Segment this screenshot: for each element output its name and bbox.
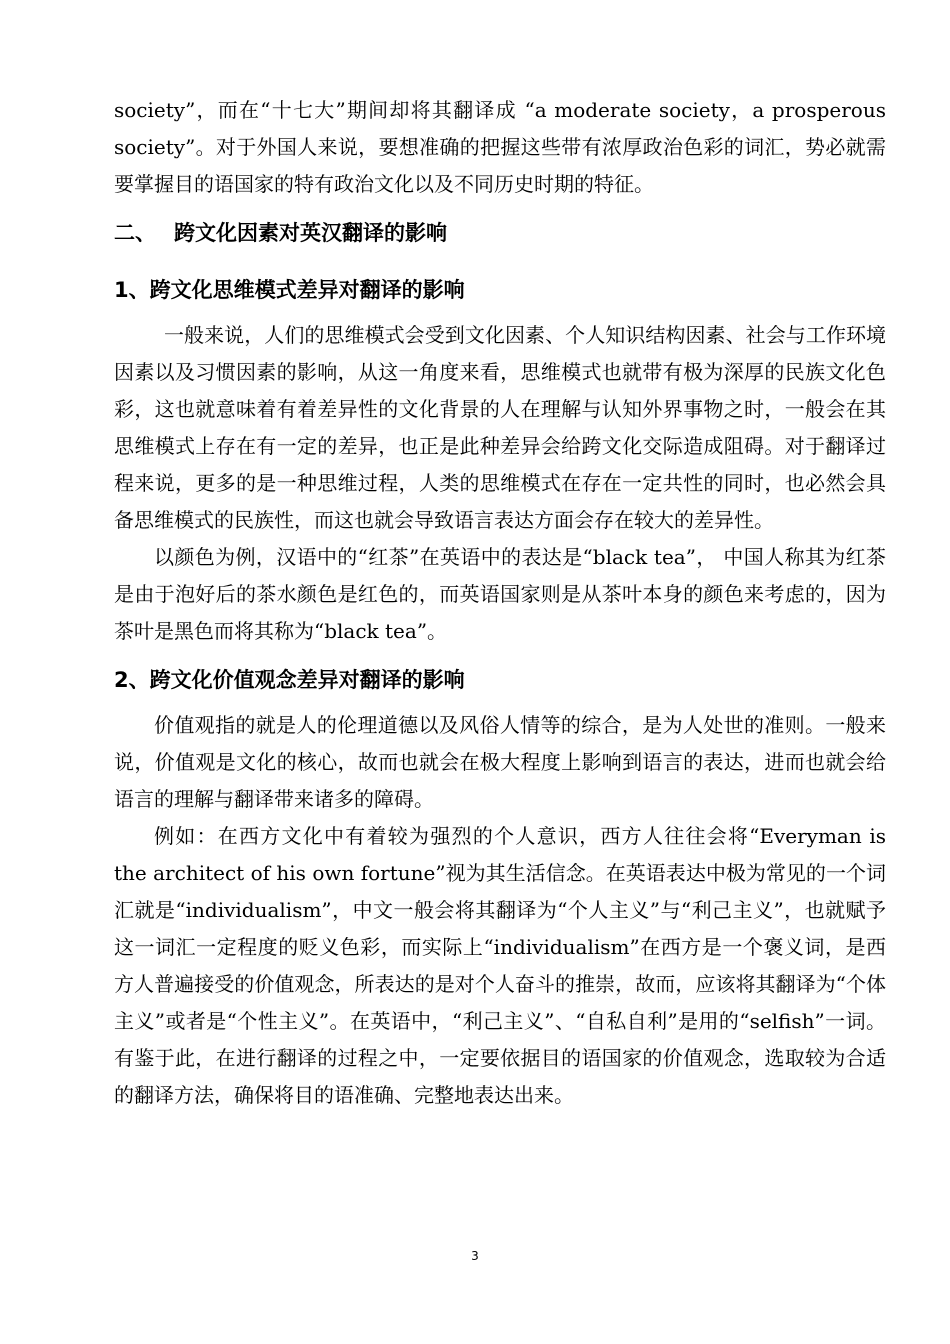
- values-paragraph-1: 价值观指的就是人的伦理道德以及风俗人情等的综合，是为人处世的准则。一般来说，价值观是文化的核心，故而也就会在极大程度上影响到语言的表达，进而也就会给语言的理解与翻译带来诸多的障碍。: [114, 713, 886, 811]
- section-title: 跨文化因素对英汉翻译的影响: [174, 221, 447, 245]
- page-number: 3: [471, 1249, 479, 1263]
- document-page: [114, 92, 886, 1114]
- section-heading: [114, 215, 886, 252]
- thinking-mode-paragraph-2: 以颜色为例，汉语中的“红茶”在英语中的表达是“black tea”， 中国人称其为红茶是由于泡好后的茶水颜色是红色的，而英语国家则是从茶叶本身的颜色来考虑的，因为茶叶是黑色而将其称为“black tea”。: [114, 545, 886, 643]
- subheading-values: 2、跨文化价值观念差异对翻译的影响: [114, 668, 465, 692]
- section-number: 二、: [114, 221, 156, 245]
- values-paragraph-2: 例如：在西方文化中有着较为强烈的个人意识，西方人往往会将“Everyman is the architect of his own fortune”视为其生活信念。在英语表达中极为常见的一个词汇就是“individualism”，中文一般会将其翻译为“个人主义”与“利己主义”，也就赋予这一词汇一定程度的贬义色彩，而实际上“individualism”在西方是一个褒义词，是西方人普遍接受的价值观念，所表达的是对个人奋斗的推崇，故而，应该将其翻译为“个体主义”或者是“个性主义”。在英语中，“利己主义”、“自私自利”是用的“selfish”一词。有鉴于此，在进行翻译的过程之中，一定要依据目的语国家的价值观念，选取较为合适的翻译方法，确保将目的语准确、完整地表达出来。: [114, 824, 886, 1107]
- thinking-mode-paragraph-1: 一般来说，人们的思维模式会受到文化因素、个人知识结构因素、社会与工作环境因素以及习惯因素的影响，从这一角度来看，思维模式也就带有极为深厚的民族文化色彩，这也就意味着有着差异性的文化背景的人在理解与认知外界事物之时，一般会在其思维模式上存在有一定的差异，也正是此种差异会给跨文化交际造成阻碍。对于翻译过程来说，更多的是一种思维过程，人类的思维模式在存在一定共性的同时，也必然会具备思维模式的民族性，而这也就会导致语言表达方面会存在较大的差异性。: [114, 323, 886, 532]
- subheading-thinking-mode: 1、跨文化思维模式差异对翻译的影响: [114, 278, 465, 302]
- intro-continuation-paragraph: society”，而在“十七大”期间却将其翻译成 “a moderate society，a prosperous society”。对于外国人来说，要想准确的把握这些带有浓厚政治色彩的词汇，势必就需要掌握目的语国家的特有政治文化以及不同历史时期的特征。: [114, 98, 886, 196]
